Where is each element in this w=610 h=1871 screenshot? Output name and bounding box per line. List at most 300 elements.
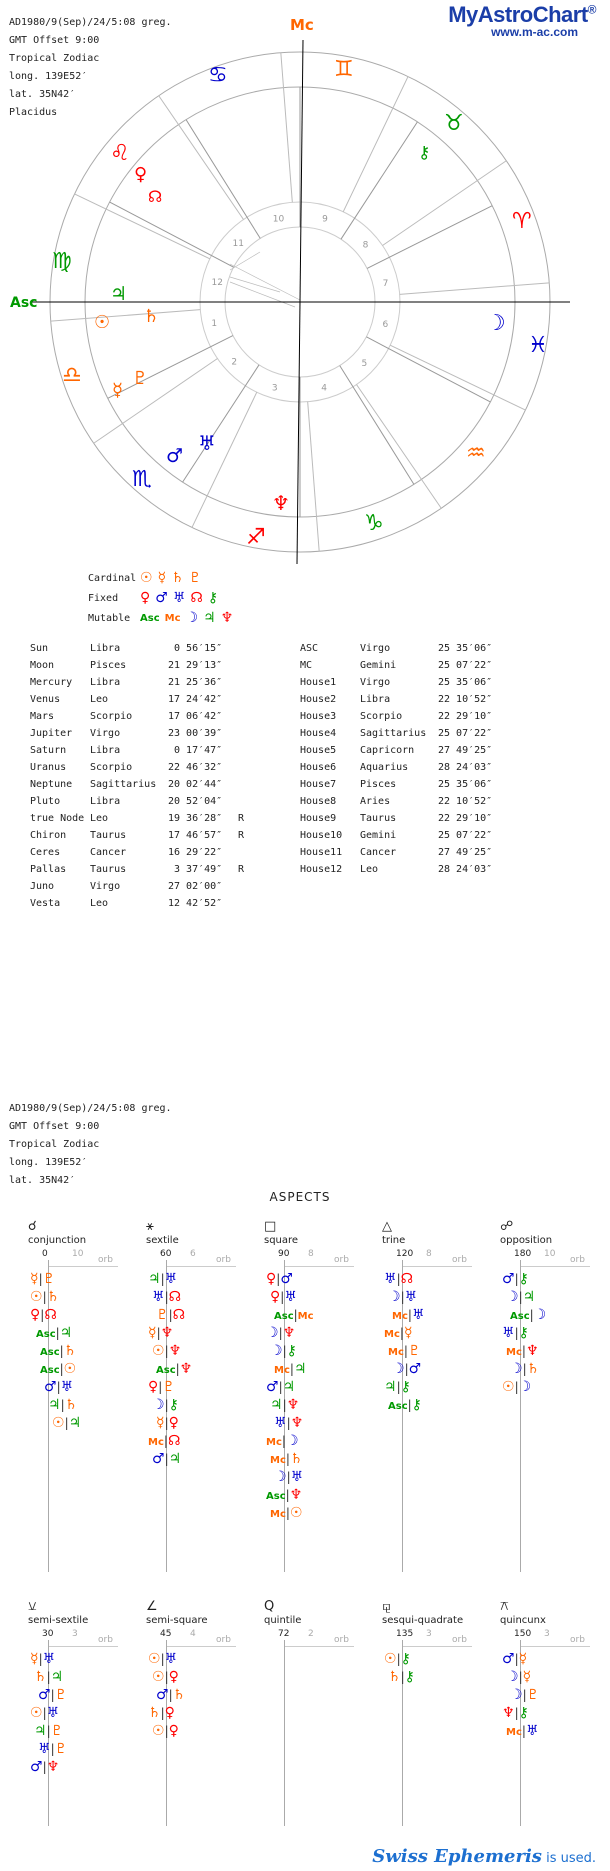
house-number-6: 6 <box>382 320 389 331</box>
planet-row <box>30 844 258 861</box>
aspect-planet-icon: ♀ <box>168 1669 179 1685</box>
sign-divider <box>356 385 441 509</box>
legend-cardinal-label: Cardinal <box>88 572 137 584</box>
aspect-planet-icon: ♄ <box>34 1669 47 1685</box>
house-row <box>300 810 508 827</box>
aspect-separator: | <box>403 1344 408 1358</box>
aspect-pair <box>30 1722 67 1740</box>
aspect-degree: 0 <box>42 1249 48 1259</box>
planet-pos: 21 29′13″ <box>168 660 223 671</box>
aspect-angle-label: Mc <box>388 1347 404 1358</box>
aspect-pair <box>266 1324 314 1342</box>
aspect-orb-scale <box>166 1640 236 1647</box>
sign-divider <box>390 345 525 410</box>
planet-sign: Leo <box>90 813 109 824</box>
planet-r <box>238 895 258 912</box>
aspect-degree: 72 <box>278 1629 290 1639</box>
cancer-sign-icon: ♋ <box>208 63 228 88</box>
house-name: House8 <box>300 796 337 807</box>
planet-name: Sun <box>30 643 49 654</box>
aspect-orb-label: orb <box>452 1255 467 1265</box>
aspect-degree-row <box>264 1628 374 1645</box>
house-sign: Cancer <box>360 847 397 858</box>
house-cusp-line <box>108 336 233 399</box>
saturn-icon: ♄ <box>143 306 160 327</box>
house-sign: Scorpio <box>360 711 403 722</box>
legend-moon-icon: ☽ <box>185 610 199 626</box>
aspect-angle-label: Asc <box>388 1401 408 1412</box>
aspect-planet-icon: ☽ <box>506 1289 519 1305</box>
header-gmt: GMT Offset 9:00 <box>9 35 100 46</box>
legend-saturn-icon: ♄ <box>171 570 184 586</box>
aspect-planet-icon: ☽ <box>392 1361 405 1377</box>
legend-cardinal <box>88 568 238 588</box>
planet-name: Pallas <box>30 864 67 875</box>
house-number-1: 1 <box>211 319 218 330</box>
aspect-pair <box>30 1414 81 1432</box>
aspect-planet-icon: ♅ <box>164 1651 178 1667</box>
planet-name: Juno <box>30 881 55 892</box>
header2-latitude: lat. 35N42′ <box>9 1175 76 1186</box>
house-pos: 25 35′06″ <box>438 677 493 688</box>
brand-name: MyAstroChart <box>448 2 588 27</box>
aspect-pair <box>148 1306 192 1324</box>
aspect-name: quintile <box>264 1615 302 1626</box>
house-pos: 25 07′22″ <box>438 728 493 739</box>
aspect-planet-icon: ☿ <box>148 1325 157 1341</box>
aspect-angle-label: Mc <box>148 1437 164 1448</box>
aspect-pair <box>30 1306 81 1324</box>
aspect-separator: | <box>396 1652 401 1666</box>
planet-row <box>30 759 258 776</box>
aspect-pair <box>502 1288 546 1306</box>
planet-row <box>30 708 258 725</box>
house-sign: Taurus <box>360 813 397 824</box>
aspect-planet-icon: ♇ <box>407 1343 421 1359</box>
aspect-name: semi-square <box>146 1615 208 1626</box>
aspect-planet-icon: ♄ <box>388 1669 401 1685</box>
aspect-degree-row <box>382 1248 492 1265</box>
modality-legend <box>88 568 238 628</box>
aspect-pair <box>502 1668 539 1686</box>
planet-row <box>30 895 258 912</box>
planet-row <box>30 827 258 844</box>
aspect-separator: | <box>282 1398 287 1412</box>
planet-r <box>238 674 258 691</box>
aspect-planet-icon: ☿ <box>156 1415 165 1431</box>
chiron-icon: ⚷ <box>418 143 431 163</box>
aspect-line <box>230 252 260 270</box>
planet-positions-table <box>30 640 258 912</box>
aspect-pair <box>148 1686 185 1704</box>
aspect-angle-label: Mc <box>506 1727 522 1738</box>
planet-pos: 17 06′42″ <box>168 711 223 722</box>
aspect-planet-icon: ♅ <box>38 1741 51 1757</box>
aspect-separator: | <box>285 1506 290 1520</box>
planet-sign: Scorpio <box>90 711 133 722</box>
aspect-pair <box>30 1668 67 1686</box>
aspect-planet-icon: ♀ <box>168 1723 179 1739</box>
aspect-pair <box>384 1270 425 1288</box>
aspect-planet-icon: ♅ <box>46 1705 60 1721</box>
aspect-degree-row <box>146 1248 256 1265</box>
aspect-pair <box>266 1270 314 1288</box>
aspect-pair <box>384 1342 425 1360</box>
aspect-angle-label: Mc <box>274 1365 290 1376</box>
aspect-orb-scale <box>284 1260 354 1267</box>
aspect-orb-scale <box>284 1640 354 1647</box>
aspect-axis-line <box>284 1640 285 1826</box>
aspect-planet-icon: ☽ <box>266 1325 279 1341</box>
aspect-degree-row <box>28 1248 138 1265</box>
aspect-separator: | <box>407 1398 412 1412</box>
aspect-planet-icon: ♇ <box>162 1379 175 1395</box>
legend-neptune-icon: ♆ <box>220 610 234 626</box>
aspect-angle-label: Asc <box>510 1311 530 1322</box>
aspect-name: quincunx <box>500 1615 546 1626</box>
aspect-degree: 45 <box>160 1629 172 1639</box>
house-name: House5 <box>300 745 337 756</box>
aspect-planet-icon: ♃ <box>148 1271 161 1287</box>
aspect-planet-icon: ♂ <box>30 1759 43 1775</box>
aspect-planet-icon: ♃ <box>293 1361 307 1377</box>
planet-name: Chiron <box>30 830 67 841</box>
aspect-planet-icon: ⚷ <box>400 1379 411 1395</box>
house-row <box>300 827 508 844</box>
aspect-separator: | <box>396 1272 401 1286</box>
house-sign: Leo <box>360 864 379 875</box>
aspect-separator: | <box>282 1344 287 1358</box>
aspect-planet-icon: ☊ <box>44 1307 57 1323</box>
aspect-pair <box>30 1686 67 1704</box>
planet-row <box>30 793 258 810</box>
aspect-pair <box>266 1450 314 1468</box>
house-row <box>300 776 508 793</box>
planet-row <box>30 878 258 895</box>
aspect-pair <box>148 1414 192 1432</box>
aspect-planet-icon: ♄ <box>172 1687 186 1703</box>
aspect-separator: | <box>56 1380 61 1394</box>
aspect-planet-icon: ☽ <box>285 1433 299 1449</box>
aspect-angle-label: Asc <box>156 1365 176 1376</box>
aspect-planet-icon: ♃ <box>59 1325 73 1341</box>
aspect-planet-icon: ♀ <box>266 1271 277 1287</box>
aquarius-sign-icon: ♒ <box>466 441 486 466</box>
house-cusp-line <box>340 366 414 485</box>
aspect-separator: | <box>59 1362 64 1376</box>
planet-pos: 17 46′57″ <box>168 830 223 841</box>
planet-pos: 0 17′47″ <box>168 745 223 756</box>
house-row <box>300 674 508 691</box>
aspect-orb-value: 10 <box>544 1249 556 1259</box>
house-pos: 22 29′10″ <box>438 813 493 824</box>
header-latitude: lat. 35N42′ <box>9 89 76 100</box>
planet-sign: Scorpio <box>90 762 133 773</box>
aspect-angle-label: Asc <box>40 1365 60 1376</box>
aspect-planet-icon: ☉ <box>30 1289 43 1305</box>
taurus-sign-icon: ♉ <box>444 111 464 136</box>
house-cusp-line <box>341 122 417 239</box>
aspect-planet-icon: ♂ <box>408 1361 422 1377</box>
aspect-planet-icon: ♅ <box>502 1325 515 1341</box>
aspect-pair <box>266 1468 314 1486</box>
aspect-planet-icon: ♆ <box>525 1343 539 1359</box>
planet-r <box>238 776 258 793</box>
aspect-planet-icon: ♅ <box>525 1723 539 1739</box>
planet-r <box>238 844 258 861</box>
planet-sign: Leo <box>90 694 109 705</box>
aspect-orb-value: 8 <box>426 1249 432 1259</box>
aspect-planet-icon: ♂ <box>152 1451 165 1467</box>
aspect-pair <box>502 1360 546 1378</box>
house-name: House10 <box>300 830 343 841</box>
planet-name: Mercury <box>30 677 73 688</box>
aspect-separator: | <box>164 1290 169 1304</box>
aspect-planet-icon: ♅ <box>290 1469 304 1485</box>
aspect-degree: 120 <box>396 1249 414 1259</box>
planet-name: Venus <box>30 694 61 705</box>
aspect-degree: 150 <box>514 1629 532 1639</box>
planet-sign: Sagittarius <box>90 779 157 790</box>
planet-name: Vesta <box>30 898 61 909</box>
planet-sign: Pisces <box>90 660 127 671</box>
aspect-planet-icon: ♇ <box>54 1687 68 1703</box>
moon-icon: ☽ <box>486 311 506 336</box>
sign-divider <box>281 53 293 203</box>
house-name: House7 <box>300 779 337 790</box>
aspect-degree-row <box>28 1628 138 1645</box>
house-name: House2 <box>300 694 337 705</box>
sign-divider <box>400 283 550 295</box>
aspect-planet-icon: ♄ <box>148 1705 161 1721</box>
aspect-planet-icon: ☉ <box>384 1651 397 1667</box>
aspect-lines <box>230 252 300 307</box>
aspect-planet-icon: ☽ <box>518 1379 532 1395</box>
house-number-9: 9 <box>322 214 328 225</box>
house-name: MC <box>300 660 313 671</box>
planet-name: true Node <box>30 813 85 824</box>
aspect-planet-icon: ♅ <box>384 1271 397 1287</box>
aspect-separator: | <box>60 1398 65 1412</box>
planet-pos: 16 29′22″ <box>168 847 223 858</box>
aspect-planet-icon: ⚷ <box>286 1343 297 1359</box>
planet-pos: 19 36′28″ <box>168 813 223 824</box>
house-sign: Virgo <box>360 677 391 688</box>
house-name: House11 <box>300 847 343 858</box>
house-name: House9 <box>300 813 337 824</box>
aspect-entries <box>30 1270 81 1432</box>
aspect-planet-icon: ♂ <box>44 1379 57 1395</box>
house-row <box>300 793 508 810</box>
aspect-column-quintile <box>264 1600 374 1822</box>
aspect-separator: | <box>514 1326 519 1340</box>
jupiter-icon: ♃ <box>110 283 128 305</box>
planet-name: Saturn <box>30 745 67 756</box>
aspect-pair <box>266 1414 314 1432</box>
house-row <box>300 861 508 878</box>
aspect-column-opposition <box>500 1220 610 1568</box>
footer-suffix: is used. <box>541 1851 596 1866</box>
aspect-name: square <box>264 1235 299 1246</box>
aspect-planet-icon: ♆ <box>179 1361 193 1377</box>
aspect-planet-icon: ☿ <box>30 1651 39 1667</box>
aspect-planet-icon: ⚷ <box>411 1397 422 1413</box>
aspect-entries <box>502 1650 539 1740</box>
house-name: House12 <box>300 864 343 875</box>
house-row <box>300 657 508 674</box>
planet-pos: 23 00′39″ <box>168 728 223 739</box>
aspect-orb-scale <box>166 1260 236 1267</box>
aspect-separator: | <box>38 1272 43 1286</box>
legend-mars-icon: ♂ <box>155 590 168 606</box>
house-pos: 22 29′10″ <box>438 711 493 722</box>
house-number-12: 12 <box>211 277 224 288</box>
aspect-degree: 90 <box>278 1249 290 1259</box>
aspect-planet-icon: ☉ <box>30 1705 43 1721</box>
aspect-separator: | <box>158 1380 163 1394</box>
aspect-pair <box>502 1686 539 1704</box>
house-number-3: 3 <box>271 383 278 394</box>
aspect-planet-icon: ⚷ <box>400 1651 411 1667</box>
venus-icon: ♀ <box>134 164 148 185</box>
aspect-planet-icon: ⚷ <box>518 1705 529 1721</box>
planet-pos: 27 02′00″ <box>168 881 223 892</box>
aspect-separator: | <box>404 1362 409 1376</box>
aspect-separator: | <box>286 1470 291 1484</box>
aspect-orb-scale <box>520 1640 590 1647</box>
aspect-symbol-icon: ⚺ <box>28 1599 37 1614</box>
aspects-title: ASPECTS <box>269 1190 331 1204</box>
header-longitude: long. 139E52′ <box>9 71 88 82</box>
aspect-planet-icon: ♄ <box>63 1343 77 1359</box>
planet-name: Jupiter <box>30 728 73 739</box>
aspect-angle-label: Mc <box>270 1455 286 1466</box>
header2-gmt: GMT Offset 9:00 <box>9 1121 100 1132</box>
aspect-planet-icon: ☉ <box>148 1651 161 1667</box>
aspect-planet-icon: ♆ <box>168 1343 182 1359</box>
planet-sign: Cancer <box>90 847 127 858</box>
aspect-name: opposition <box>500 1235 553 1246</box>
aspect-pair <box>148 1396 192 1414</box>
legend-mutable-label: Mutable <box>88 612 131 624</box>
planet-name: Uranus <box>30 762 67 773</box>
aspect-planet-icon: ♃ <box>384 1379 397 1395</box>
planet-name: Pluto <box>30 796 61 807</box>
aspect-separator: | <box>164 1724 169 1738</box>
aspect-separator: | <box>522 1688 527 1702</box>
house-row <box>300 844 508 861</box>
aspect-pair <box>148 1650 185 1668</box>
aspect-separator: | <box>400 1670 405 1684</box>
aspect-planet-icon: ⚷ <box>168 1397 179 1413</box>
aspect-planet-icon: ☽ <box>510 1687 523 1703</box>
aspect-pair <box>266 1486 314 1504</box>
aspect-separator: | <box>514 1652 519 1666</box>
aspect-planet-icon: ♆ <box>160 1325 174 1341</box>
planet-row <box>30 776 258 793</box>
house-pos: 27 49′25″ <box>438 745 493 756</box>
registered-mark: ® <box>587 2 596 17</box>
header-zodiac: Tropical Zodiac <box>9 53 100 64</box>
aspect-entries <box>148 1270 192 1468</box>
aspect-pair <box>148 1450 192 1468</box>
aspect-degree-row <box>500 1248 610 1265</box>
planet-name: Mars <box>30 711 55 722</box>
footer-brand: Swiss Ephemeris <box>372 1846 542 1867</box>
house-row <box>300 691 508 708</box>
aspect-orb-label: orb <box>216 1255 231 1265</box>
aspect-planet-icon: ♂ <box>502 1651 515 1667</box>
swiss-ephemeris-credit[interactable] <box>372 1846 596 1867</box>
aspect-planet-icon: ☊ <box>172 1307 186 1323</box>
aspect-separator: | <box>396 1380 401 1394</box>
aspect-planet-icon: ♇ <box>54 1741 68 1757</box>
aspect-pair <box>384 1288 425 1306</box>
aspect-separator: | <box>46 1724 51 1738</box>
legend-node-icon: ☊ <box>190 590 203 606</box>
aspect-planet-icon: ♆ <box>282 1325 296 1341</box>
sign-divider <box>343 77 408 212</box>
brand-url[interactable]: www.m-ac.com <box>491 25 578 39</box>
aspect-pair <box>266 1288 314 1306</box>
house-row <box>300 759 508 776</box>
aspect-planet-icon: ☽ <box>274 1469 287 1485</box>
aspect-separator: | <box>285 1488 290 1502</box>
house-number-8: 8 <box>362 240 369 251</box>
aspect-pair <box>266 1432 314 1450</box>
header2-longitude: long. 139E52′ <box>9 1157 88 1168</box>
planet-r <box>238 878 258 895</box>
planet-name: Ceres <box>30 847 61 858</box>
planet-row <box>30 725 258 742</box>
aspect-symbol-icon: ☌ <box>28 1219 37 1234</box>
aspect-orb-value: 2 <box>308 1629 314 1639</box>
aspect-pair <box>30 1758 67 1776</box>
house-number-4: 4 <box>321 383 327 394</box>
aspect-planet-icon: ♆ <box>502 1705 515 1721</box>
aspect-name: conjunction <box>28 1235 87 1246</box>
aspect-separator: | <box>59 1344 64 1358</box>
aspect-separator: | <box>160 1706 165 1720</box>
planet-r: R <box>238 864 245 875</box>
aspect-column-trine <box>382 1220 492 1568</box>
aspect-pair <box>148 1432 192 1450</box>
aspect-pair <box>266 1360 314 1378</box>
aspect-entries <box>384 1270 425 1414</box>
aspect-line <box>230 264 300 300</box>
house-cusp-line <box>186 120 260 239</box>
legend-fixed-label: Fixed <box>88 592 119 604</box>
aspect-pair <box>148 1270 192 1288</box>
planet-r: R <box>238 813 245 824</box>
planet-pos: 20 52′04″ <box>168 796 223 807</box>
house-pos: 25 35′06″ <box>438 779 493 790</box>
aspect-separator: | <box>42 1706 47 1720</box>
planet-r <box>238 793 258 810</box>
aspect-symbol-icon: ⚹ <box>146 1219 154 1234</box>
aspect-separator: | <box>276 1272 281 1286</box>
aspect-planet-icon: ♅ <box>152 1289 165 1305</box>
planet-sign: Virgo <box>90 881 121 892</box>
aspect-separator: | <box>40 1308 45 1322</box>
aspect-planet-icon: ♇ <box>42 1271 56 1287</box>
aspect-planet-icon: ♆ <box>46 1759 60 1775</box>
scorpio-sign-icon: ♏ <box>132 467 152 492</box>
legend-jupiter-icon: ♃ <box>203 610 216 626</box>
house-sign: Libra <box>360 694 391 705</box>
aspect-planet-icon: ♅ <box>411 1307 425 1323</box>
aspect-orb-scale <box>520 1260 590 1267</box>
